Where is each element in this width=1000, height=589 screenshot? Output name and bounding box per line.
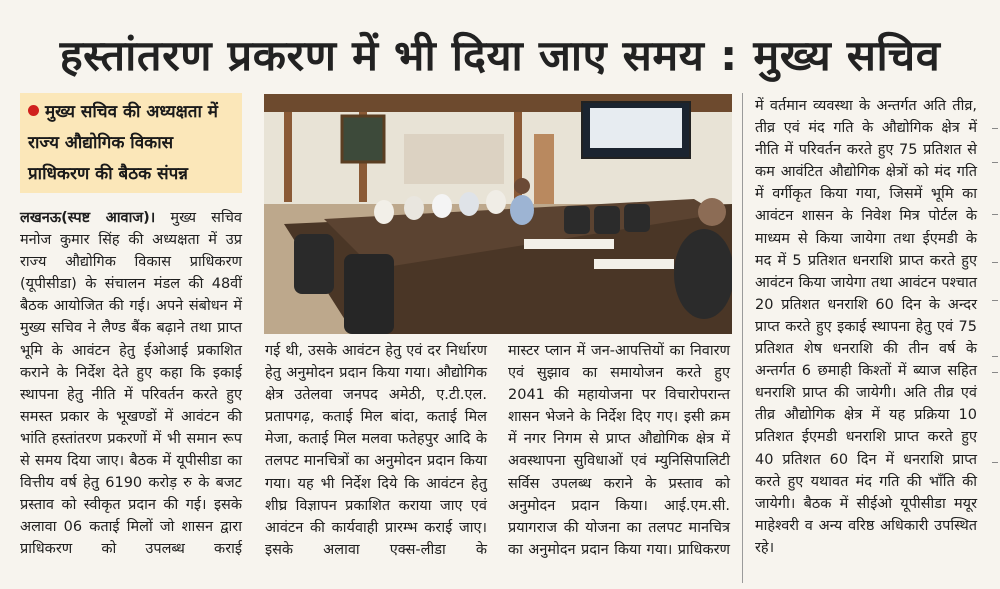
edge-tick xyxy=(992,462,998,463)
article-column-4 xyxy=(755,95,977,583)
article-column-3: मास्टर प्लान में जन-आपत्तियों का निवारण एवं सुझाव का समायोजन करते हुए 2041 की महायोजना पर विचारोपरान्त शासन भेजने के निर्देश दिए गए। इसी क्रम में नगर निगम से प्राप्त औद्योगिक क्षेत्र में अवस्थापना सुविधाओं एवं म्युनिसिपालिटी सर्विस उपलब्ध कराने के प्रस्ताव को अनुमोदन प्रदान किया। आई.एम.सी. प्रयागराज की योजना का तलपट मानचित्र का अनुमोदन प्रदान किया गया। प्राधिकरण xyxy=(508,343,730,558)
edge-tick xyxy=(992,356,998,357)
edge-tick xyxy=(992,262,998,263)
subheading-text: मुख्य सचिव की अध्यक्षता में राज्य औद्योगिक विकास प्राधिकरण की बैठक संपन्न xyxy=(28,102,218,184)
article-column-2: गई थी, उसके आवंटन हेतु एवं दर निर्धारण हेतु अनुमोदन प्रदान किया गया। औद्योगिक क्षेत्र उतेलवा जनपद अमेठी, ए.टी.एल. प्रतापगढ़, कताई मिल बांदा, कताई मिल मेजा, कताई मिल मलवा फतेहपुर आदि के तलपट मानचित्रों का अनुमोदन प्रदान किया गया। यह भी निर्देश दिये कि आवंटन हेतु शीघ्र विज्ञापन प्रकाशित कराया जाए एवं आवंटन की कार्यवाही प्रारम्भ कराई जाए। इसके अलावा एक्स-लीडा के xyxy=(265,343,487,558)
headline: हस्तांतरण प्रकरण में भी दिया जाए समय : मुख्य सचिव xyxy=(59,31,941,80)
edge-tick xyxy=(992,214,998,215)
column-divider xyxy=(742,93,743,583)
article-column-4-text: में वर्तमान व्यवस्था के अन्तर्गत अति तीव्र, तीव्र एवं मंद गति के औद्योगिक क्षेत्र में नीति में परिवर्तन करते हुए 75 प्रतिशत से कम आवंटित औद्योगिक क्षेत्रों को मंद गति में वर्गीकृत किया गया, जिसमें भूमि का आवंटन शासन के निवेश मित्र पोर्टल के माध्यम से किया जायेगा तथा ईएमडी के मद में 5 प्रतिशत धनराशि प्राप्त करते हुए आवंटन किया जायेगा तथा आवंटन पश्चात 20 प्रतिशत धनराशि 60 दिन के अन्दर प्राप्त करते हुए इकाई स्थापना हेतु एवं 75 प्रतिशत शेष धनराशि की तीन वर्ष के अन्तर्गत 6 छमाही किश्तों में ब्याज सहित धनराशि प्राप्त की जायेगी। अति तीव्र एवं तीव्र औद्योगिक क्षेत्र में यह प्रक्रिया 10 प्रतिशत ईएमडी धनराशि प्राप्त करते हुए 40 प्रतिशत 60 दिन में धनराशि प्राप्त करते हुए यथावत मंद गति की भाँति की जायेगी। बैठक में सीईओ यूपीसीडा मयूर माहेश्वरी व अन्य वरिष्ठ अधिकारी उपस्थित रहे। xyxy=(755,98,977,556)
edge-tick xyxy=(992,128,998,129)
dateline: लखनऊ(स्पष्ट आवाज)। xyxy=(20,210,156,226)
red-bullet-icon xyxy=(28,105,39,116)
meeting-photo xyxy=(264,94,732,334)
edge-tick xyxy=(992,162,998,163)
article-column-1 xyxy=(20,207,242,582)
subheading-box xyxy=(20,93,242,193)
article-column-1-text: मुख्य सचिव मनोज कुमार सिंह की अध्यक्षता में उप्र राज्य औद्योगिक विकास प्राधिकरण (यूपीसीडा) के संचालन मंडल की 48वीं बैठक आयोजित की गई। अपने संबोधन में मुख्य सचिव ने लैण्ड बैंक बढ़ाने तथा प्राप्त भूमि के आवंटन हेतु ईओआई प्रकाशित कराने के निर्देश देते हुए कहा कि इकाई स्थापना हेतु नीति में परिवर्तन करते हुए समस्त प्रकार के भूखण्डों में आवंटन की भांति हस्तांतरण प्रकरणों में भी समान रूप से समय दिया जाए। बैठक में यूपीसीडा का वित्तीय वर्ष हेतु 6190 करोड़ रु के बजट प्रस्ताव को स्वीकृत प्रदान की गई। इसके अलावा 06 कताई मिलों जो शासन द्वारा प्राधिकरण को उपलब्ध कराई xyxy=(20,210,242,558)
meeting-photo-image xyxy=(264,94,732,334)
edge-tick xyxy=(992,300,998,301)
edge-tick xyxy=(992,372,998,373)
